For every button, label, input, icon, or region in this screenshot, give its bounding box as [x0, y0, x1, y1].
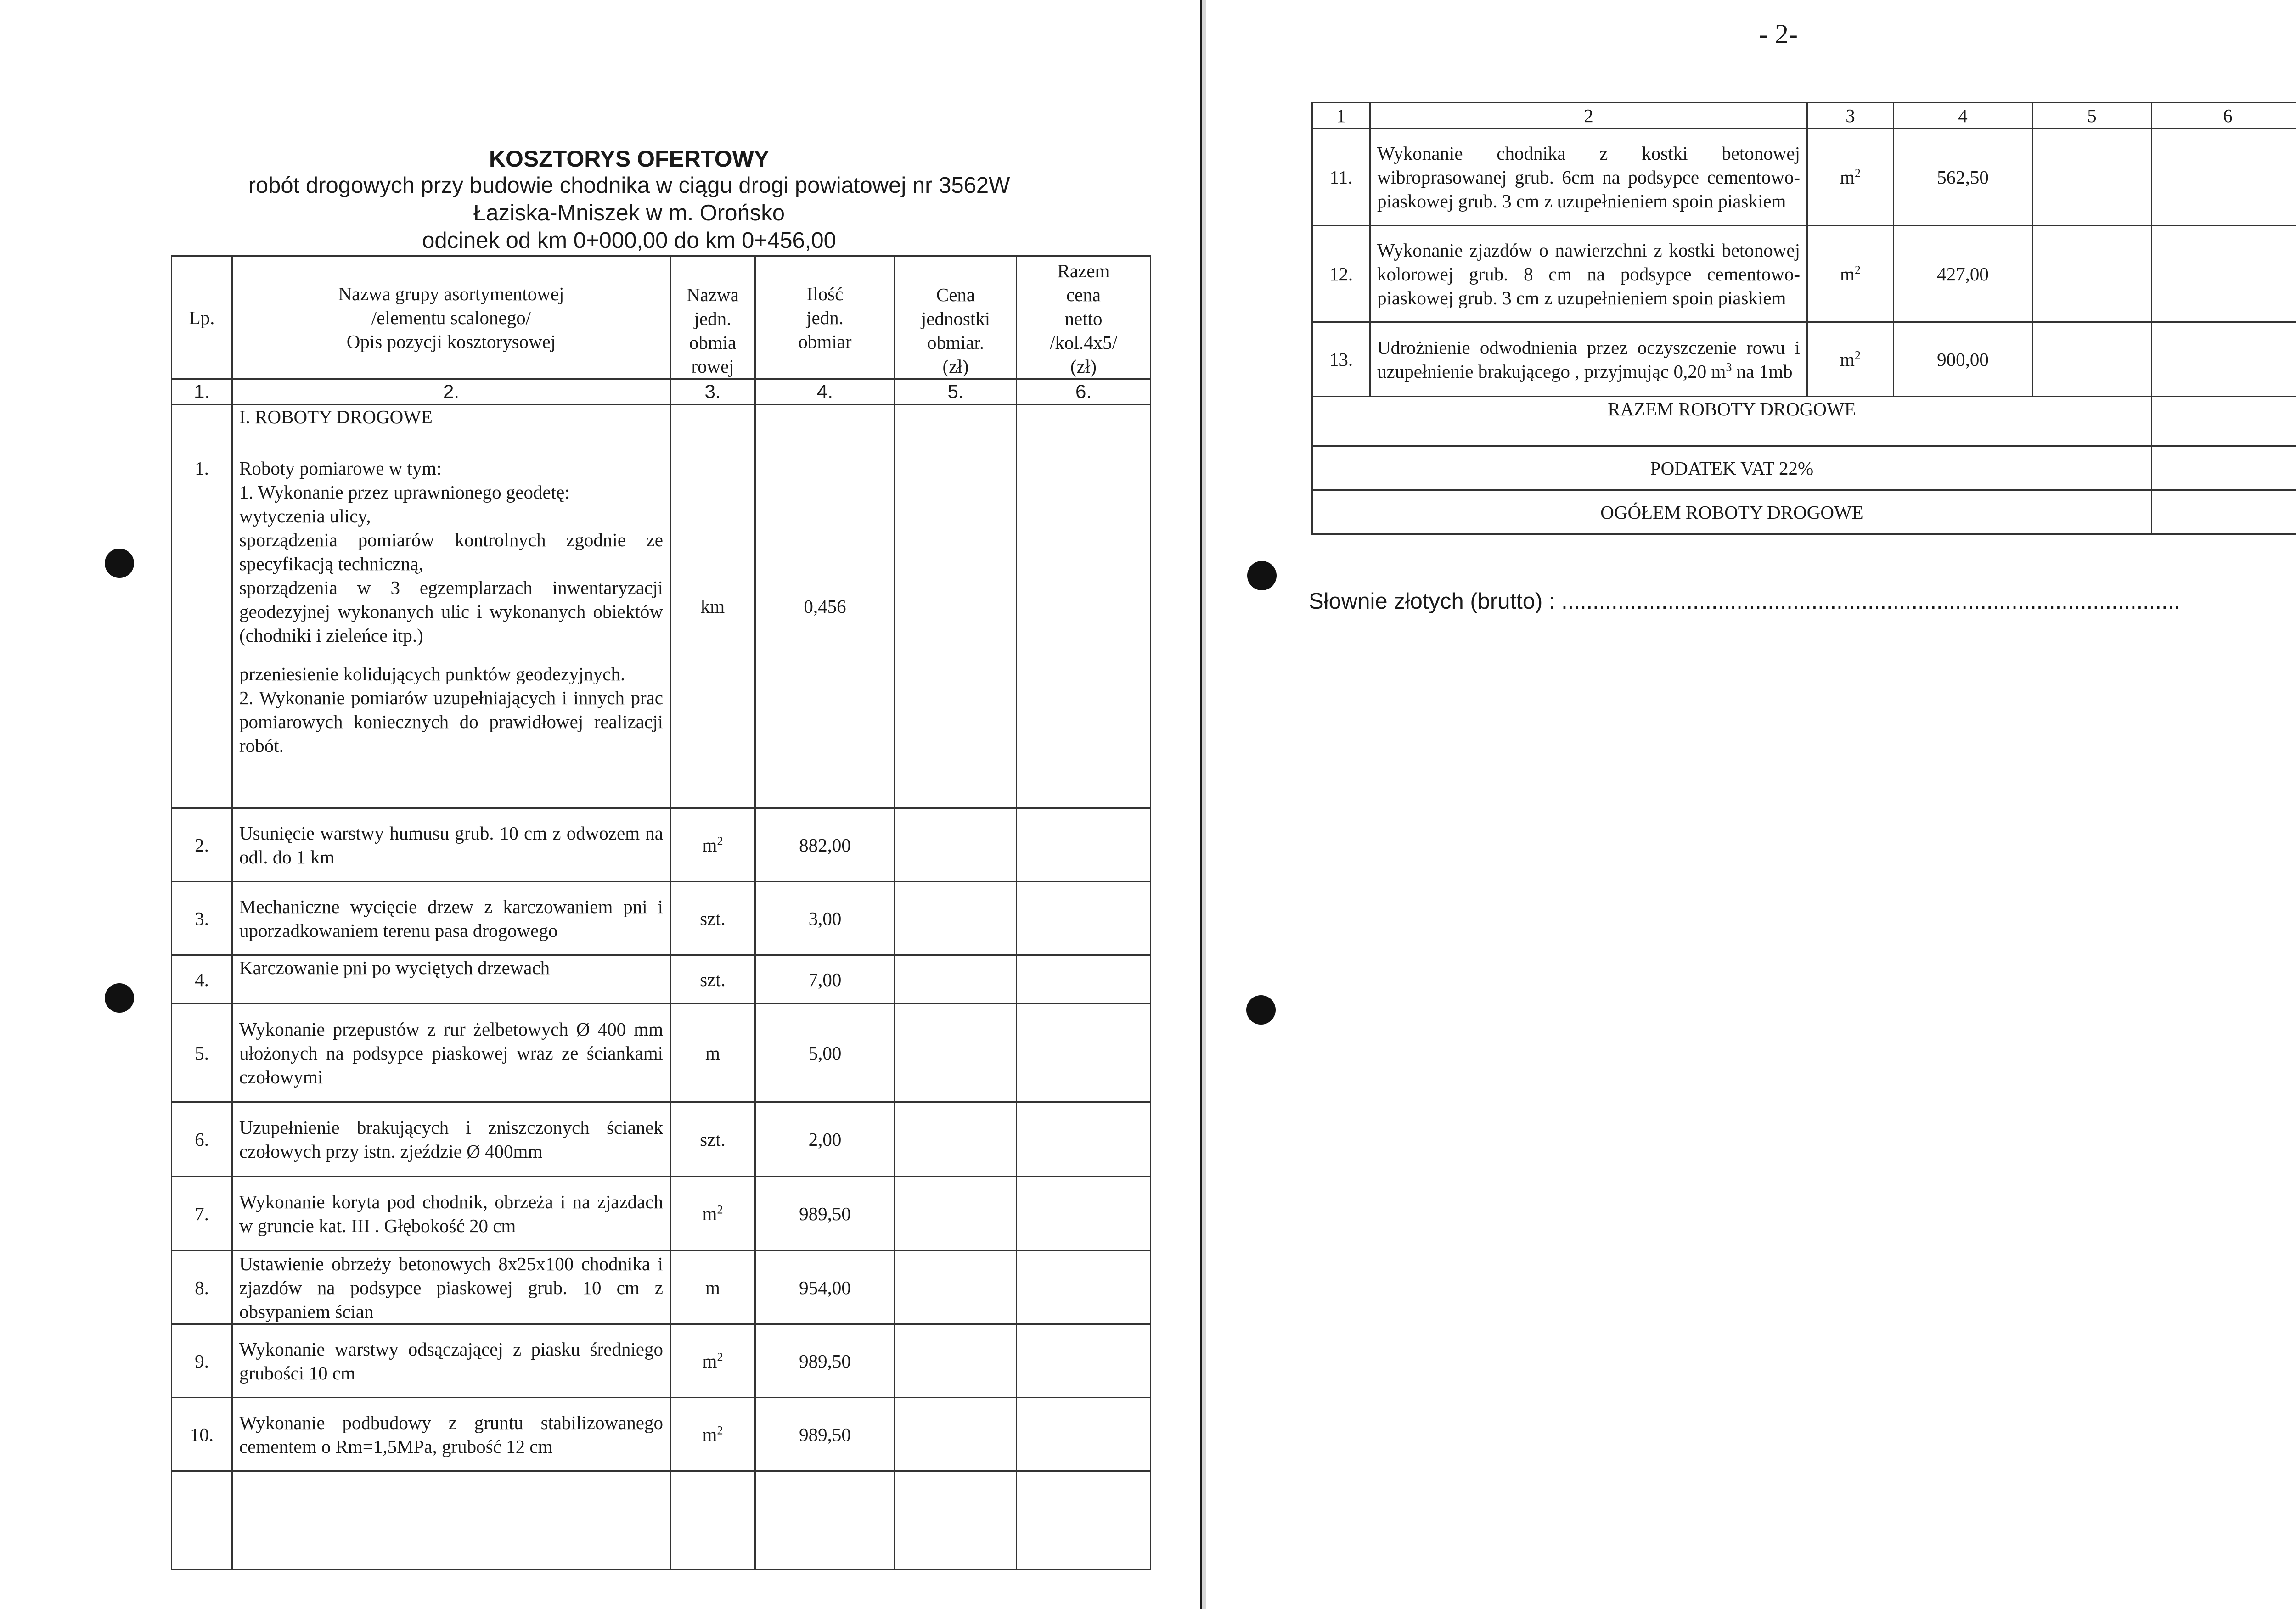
column-number: 2.	[232, 379, 670, 404]
column-number: 5.	[895, 379, 1017, 404]
document-title: KOSZTORYS OFERTOWY	[489, 146, 770, 172]
item-price-cell[interactable]	[2032, 129, 2152, 226]
item-price-cell[interactable]	[895, 1251, 1017, 1324]
item-total-cell[interactable]	[1017, 1398, 1151, 1471]
summary-value-cell[interactable]	[2152, 397, 2296, 446]
right-page	[1206, 0, 2296, 1609]
item-unit: $m^2$	[670, 1324, 755, 1398]
item-price-cell[interactable]	[895, 1102, 1017, 1177]
table-row	[172, 808, 1151, 882]
item-price-cell[interactable]	[895, 1324, 1017, 1398]
column-number: 4.	[755, 379, 895, 404]
summary-row-vat	[1312, 446, 2296, 490]
item-lp: 2.	[172, 808, 232, 882]
table-header-row	[172, 256, 1151, 379]
header-unit: Nazwa jedn. obmia rowej	[670, 256, 755, 379]
punch-hole	[1247, 561, 1277, 590]
item-description: Uzupełnienie brakujących i zniszczonych ścianek czołowych przy istn. zjeździe Ø 400mm	[232, 1102, 670, 1177]
document-subtitle-2: Łaziska-Mniszek w m. Orońsko	[473, 201, 785, 225]
item-qty: 882,00	[755, 808, 895, 882]
section-title: I. ROBOTY DROGOWE	[239, 406, 433, 427]
item-lp: 12.	[1312, 226, 1370, 322]
item-total-cell[interactable]	[2152, 226, 2296, 322]
table-row	[172, 1102, 1151, 1177]
page-number: - 2-	[1759, 19, 1798, 49]
item-price-cell[interactable]	[895, 1004, 1017, 1102]
column-number: 6.	[1017, 379, 1151, 404]
document-subtitle-1: robót drogowych przy budowie chodnika w ciągu drogi powiatowej nr 3562W	[248, 173, 1010, 198]
column-number: 1.	[172, 379, 232, 404]
item-lp: 4.	[172, 955, 232, 1004]
table-row	[172, 882, 1151, 955]
item-price-cell[interactable]	[895, 955, 1017, 1004]
item-description: Usunięcie warstwy humusu grub. 10 cm z odwozem na odl. do 1 km	[232, 808, 670, 882]
item-total-cell[interactable]	[1017, 1177, 1151, 1251]
item-total-cell[interactable]	[1017, 1251, 1151, 1324]
table-row	[1312, 129, 2296, 226]
column-number: 5	[2032, 103, 2152, 129]
item-qty: 5,00	[755, 1004, 895, 1102]
punch-hole	[1246, 995, 1276, 1025]
header-name: Nazwa grupy asortymentowej /elementu scalonego/ Opis pozycji kosztorysowej	[232, 256, 670, 379]
item-price-cell[interactable]	[895, 1177, 1017, 1251]
item-unit: $m^2$	[670, 1398, 755, 1471]
item-lp: 8.	[172, 1251, 232, 1324]
header-qty: Ilość jedn. obmiar	[755, 256, 895, 379]
summary-row-ogolem	[1312, 490, 2296, 534]
column-number: 4	[1894, 103, 2032, 129]
item-lp: 1.	[172, 404, 232, 808]
item-unit: szt.	[670, 1102, 755, 1177]
item-total-cell[interactable]	[1017, 808, 1151, 882]
item-price-cell[interactable]	[895, 1471, 1017, 1570]
item-unit: m	[670, 1251, 755, 1324]
item-qty: 989,50	[755, 1324, 895, 1398]
item-total-cell[interactable]	[1017, 1102, 1151, 1177]
item-unit: $m^2$	[670, 808, 755, 882]
item-description: Wykonanie warstwy odsączającej z piasku średniego grubości 10 cm	[232, 1324, 670, 1398]
table-row	[172, 1177, 1151, 1251]
document-subtitle-3: odcinek od km 0+000,00 do km 0+456,00	[422, 228, 836, 253]
item-unit: szt.	[670, 955, 755, 1004]
table-row	[172, 955, 1151, 1004]
table-row	[172, 1398, 1151, 1471]
summary-label: OGÓŁEM ROBOTY DROGOWE	[1312, 490, 2152, 534]
column-number: 2	[1370, 103, 1807, 129]
summary-label: RAZEM ROBOTY DROGOWE	[1312, 397, 2152, 446]
item-unit: $m^2$	[1807, 129, 1894, 226]
table-row	[172, 1324, 1151, 1398]
item-qty: 2,00	[755, 1102, 895, 1177]
item-lp: 13.	[1312, 322, 1370, 397]
item-total-cell[interactable]	[1017, 1471, 1151, 1570]
item-price-cell[interactable]	[895, 808, 1017, 882]
punch-hole	[105, 983, 134, 1013]
cost-table-right	[1311, 102, 2296, 535]
item-total-cell[interactable]	[1017, 882, 1151, 955]
item-unit: km	[670, 404, 755, 808]
item-unit: $m^2$	[1807, 322, 1894, 397]
item-unit: $m^2$	[1807, 226, 1894, 322]
item-qty: 3,00	[755, 882, 895, 955]
item-lp	[172, 1471, 232, 1570]
table-row	[1312, 226, 2296, 322]
table-row	[172, 1251, 1151, 1324]
amount-in-words: Słownie złotych (brutto) : ...................................................................................................	[1309, 589, 2180, 614]
item-price-cell[interactable]	[895, 404, 1017, 808]
item-description: I. ROBOTY DROGOWE Roboty pomiarowe w tym: 1. Wykonanie przez uprawnionego geodetę: wytyczenia ulicy, sporządzenia pomiarów kontrolnych zgodnie ze specyfikacją techniczną, sporządzenia w 3 egzemplarzach inwentaryzacji geodezyjnej wykonanych ulic i wykonanych obiektów (chodniki i zieleńce itp.) przeniesienie kolidujących punktów geodezyjnych. 2. Wykonanie pomiarów uzupełniających i innych prac pomiarowych koniecznych do prawidłowej realizacji robót.	[232, 404, 670, 808]
table-row	[172, 1004, 1151, 1102]
header-lp: Lp.	[172, 256, 232, 379]
item-total-cell[interactable]	[1017, 1324, 1151, 1398]
item-description: Wykonanie zjazdów o nawierzchni z kostki betonowej kolorowej grub. 8 cm na podsypce cementowo-piaskowej grub. 3 cm z uzupełnieniem spoin piaskiem	[1370, 226, 1807, 322]
item-description: Wykonanie koryta pod chodnik, obrzeża i na zjazdach w gruncie kat. III . Głębokość 20 cm	[232, 1177, 670, 1251]
item-qty: 7,00	[755, 955, 895, 1004]
header-price: Cena jednostki obmiar. (zł)	[895, 256, 1017, 379]
item-description: Karczowanie pni po wyciętych drzewach	[232, 955, 670, 1004]
item-lp: 5.	[172, 1004, 232, 1102]
column-number: 3	[1807, 103, 1894, 129]
item-qty: 989,50	[755, 1177, 895, 1251]
item-description: Wykonanie chodnika z kostki betonowej wibroprasowanej grub. 6cm na podsypce cementowo-piaskowej grub. 3 cm z uzupełnieniem spoin piaskiem	[1370, 129, 1807, 226]
item-lp: 7.	[172, 1177, 232, 1251]
item-unit	[670, 1471, 755, 1570]
summary-value-cell[interactable]	[2152, 446, 2296, 490]
item-qty	[755, 1471, 895, 1570]
item-description: Ustawienie obrzeży betonowych 8x25x100 chodnika i zjazdów na podsypce piaskowej grub. 10 cm z obsypaniem ścian	[232, 1251, 670, 1324]
summary-row-razem	[1312, 397, 2296, 446]
summary-value-cell[interactable]	[2152, 490, 2296, 534]
item-qty: 900,00	[1894, 322, 2032, 397]
item-qty: 954,00	[755, 1251, 895, 1324]
header-total: Razem cena netto /kol.4x5/ (zł)	[1017, 256, 1151, 379]
item-lp: 9.	[172, 1324, 232, 1398]
column-numbers-row	[1312, 103, 2296, 129]
item-total-cell[interactable]	[2152, 322, 2296, 397]
item-lp: 11.	[1312, 129, 1370, 226]
item-lp: 6.	[172, 1102, 232, 1177]
item-total-cell[interactable]	[2152, 129, 2296, 226]
cost-table-left	[171, 255, 1151, 1570]
item-total-cell[interactable]	[1017, 1004, 1151, 1102]
item-total-cell[interactable]	[1017, 404, 1151, 808]
item-qty: 427,00	[1894, 226, 2032, 322]
item-qty: 562,50	[1894, 129, 2032, 226]
table-row-item-1	[172, 404, 1151, 808]
item-unit: m	[670, 1004, 755, 1102]
column-number: 1	[1312, 103, 1370, 129]
item-price-cell[interactable]	[2032, 322, 2152, 397]
item-price-cell[interactable]	[2032, 226, 2152, 322]
item-qty: 0,456	[755, 404, 895, 808]
item-description: Mechaniczne wycięcie drzew z karczowaniem pni i uporzadkowaniem terenu pasa drogowego	[232, 882, 670, 955]
item-lp: 10.	[172, 1398, 232, 1471]
item-description	[232, 1471, 670, 1570]
punch-hole	[105, 549, 134, 578]
item-description: Wykonanie przepustów z rur żelbetowych Ø 400 mm ułożonych na podsypce piaskowej wraz ze ściankami czołowymi	[232, 1004, 670, 1102]
column-number: 6	[2152, 103, 2296, 129]
item-unit: szt.	[670, 882, 755, 955]
item-description: Wykonanie podbudowy z gruntu stabilizowanego cementem o Rm=1,5MPa, grubość 12 cm	[232, 1398, 670, 1471]
item-unit: $m^2$	[670, 1177, 755, 1251]
item-qty: 989,50	[755, 1398, 895, 1471]
item-description: Udrożnienie odwodnienia przez oczyszczenie rowu i uzupełnienie brakującego , przyjmując 0,20 $m^3$ na 1mb	[1370, 322, 1807, 397]
item-lp: 3.	[172, 882, 232, 955]
column-number: 3.	[670, 379, 755, 404]
summary-label: PODATEK VAT 22%	[1312, 446, 2152, 490]
item-price-cell[interactable]	[895, 1398, 1017, 1471]
item-total-cell[interactable]	[1017, 955, 1151, 1004]
table-row	[1312, 322, 2296, 397]
table-row	[172, 1471, 1151, 1570]
column-numbers-row	[172, 379, 1151, 404]
item-price-cell[interactable]	[895, 882, 1017, 955]
